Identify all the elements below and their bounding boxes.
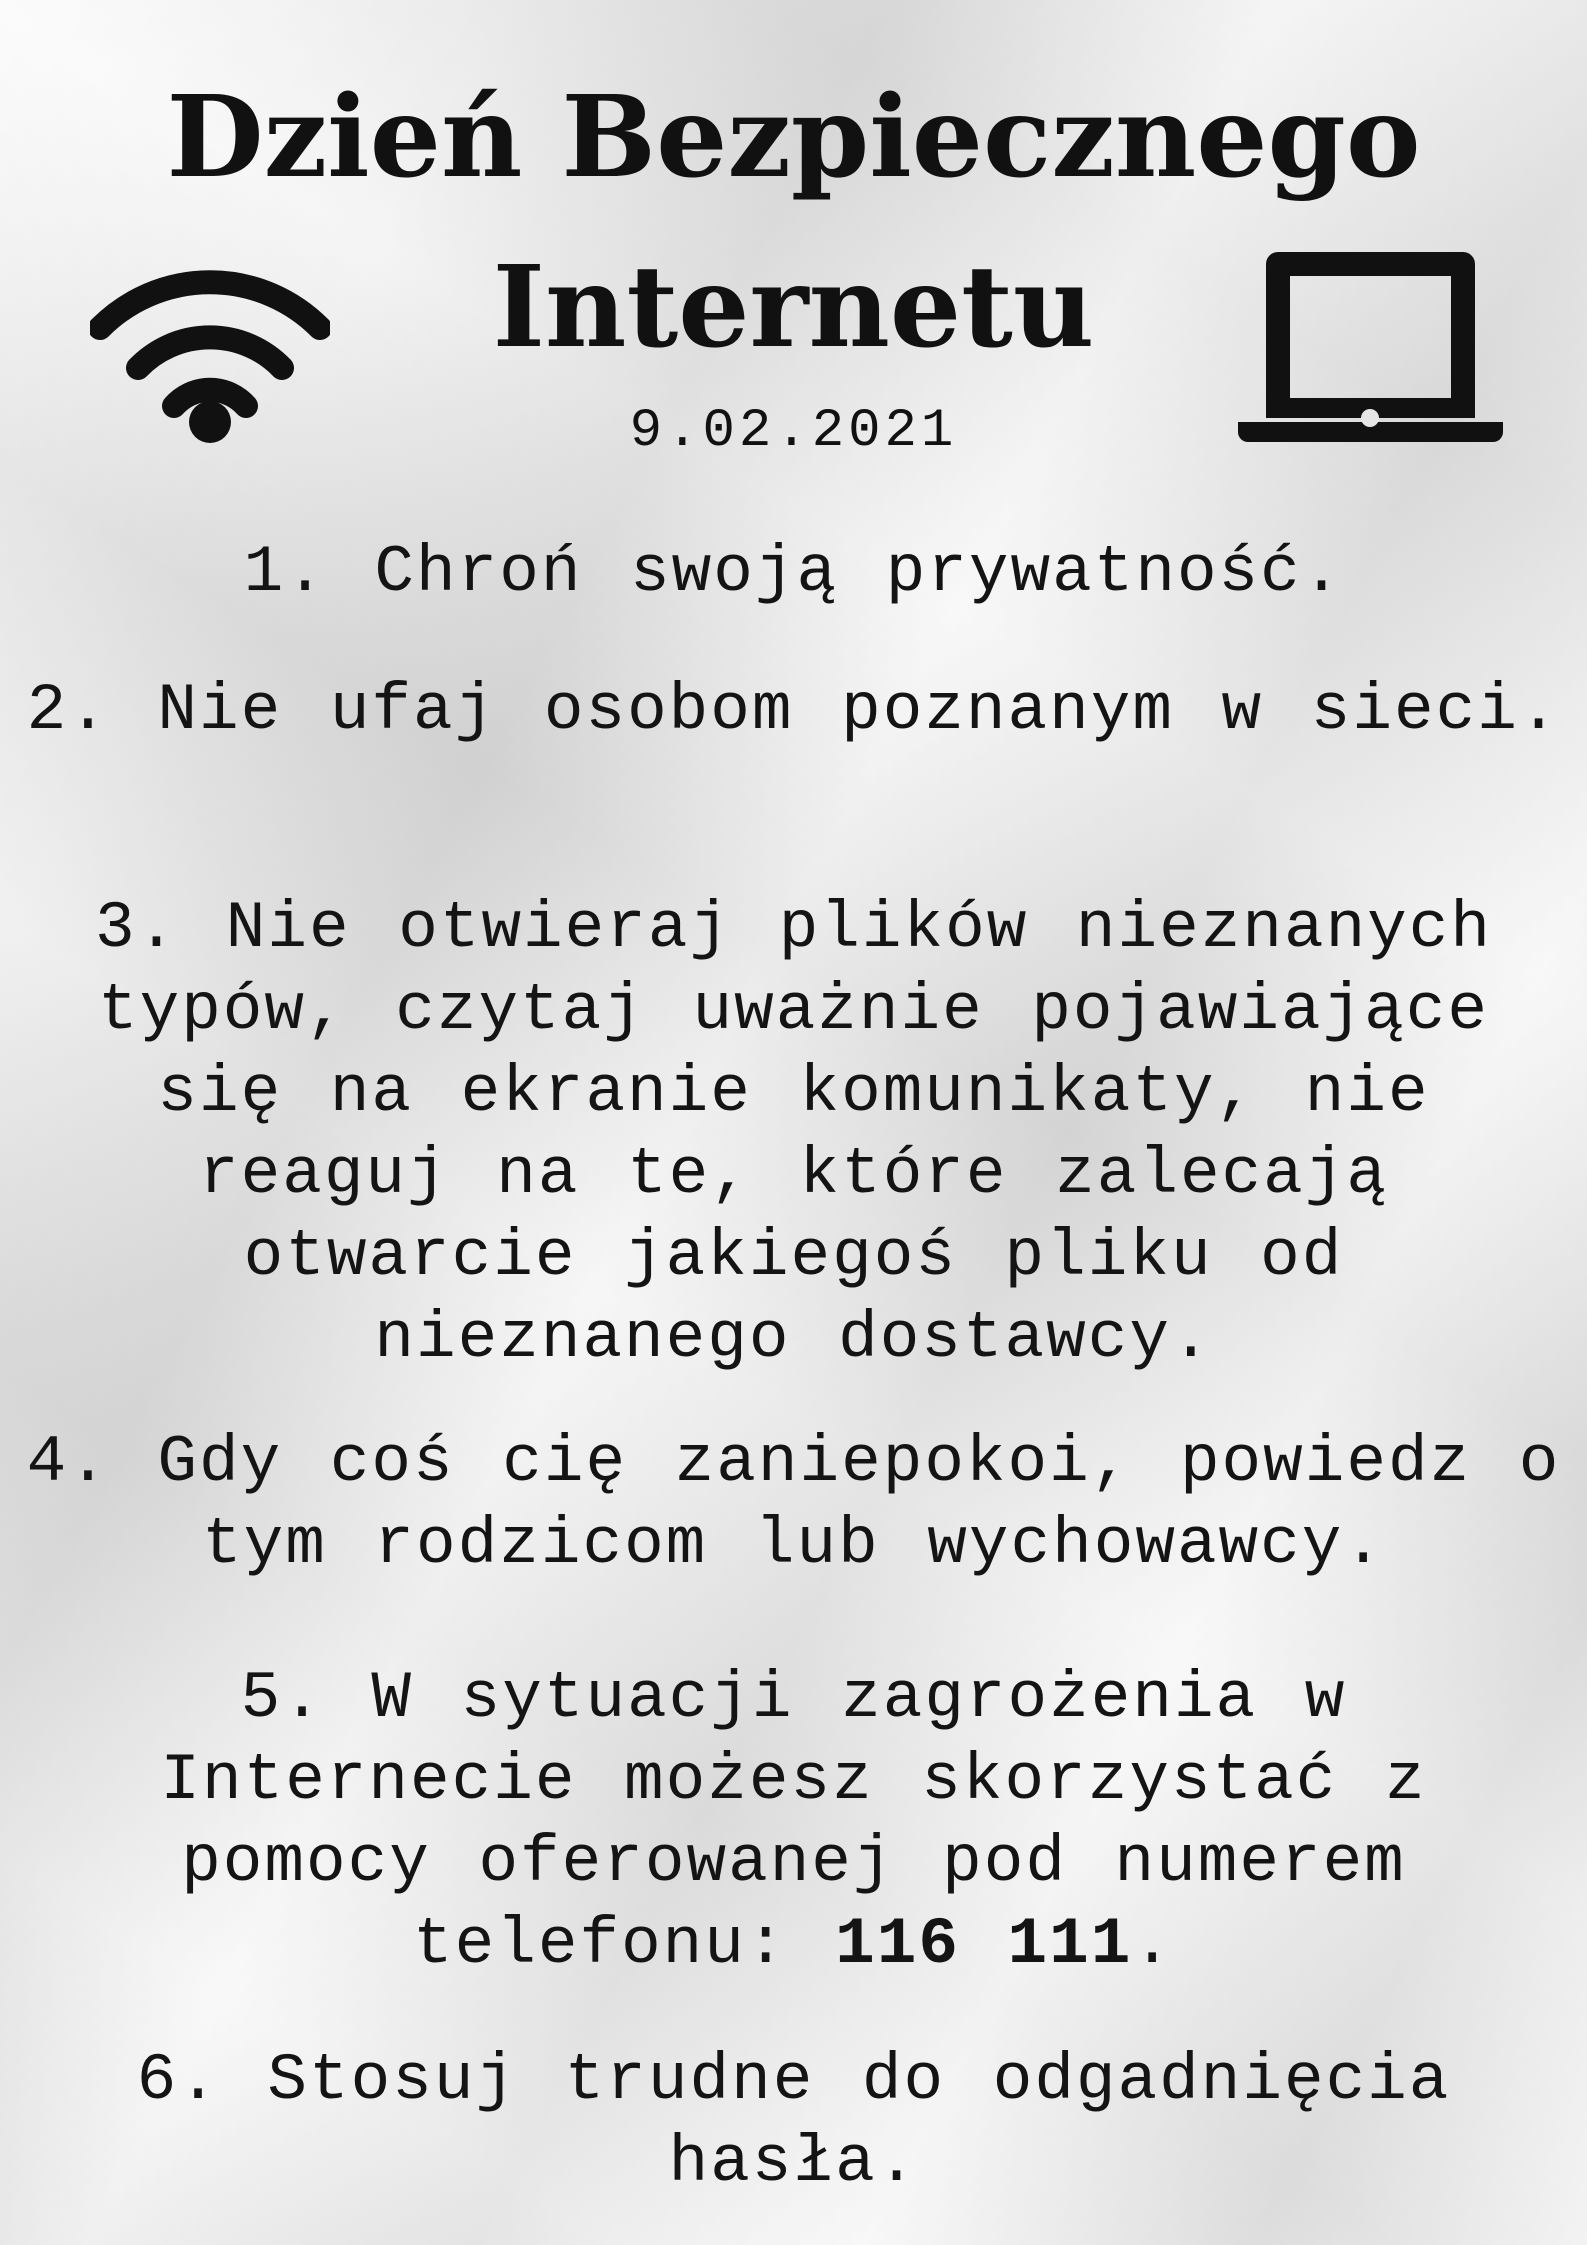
rule-5 — [20, 1658, 1567, 1986]
title-line-2: Internetu — [492, 242, 1095, 373]
wifi-icon — [90, 250, 330, 450]
rule-1: 1. Chroń swoją prywatność. — [243, 535, 1344, 610]
rule-5-end: . — [1132, 1907, 1174, 1982]
helpline-number: 116 111 — [835, 1907, 1133, 1982]
rule-5-text: 5. W sytuacji zagrożenia w Internecie możesz skorzystać z pomocy oferowanej pod numerem telefonu: — [160, 1661, 1427, 1982]
rule-3: 3. Nie otwieraj plików nieznanych typów, czytaj uważnie pojawiające się na ekranie komunikaty, nie reaguj na te, które zalecają otwarcie jakiegoś pliku od nieznanego dostawcy. — [94, 891, 1492, 1376]
event-date: 9.02.2021 — [629, 401, 958, 462]
title-line-1: Dzień Bezpiecznego — [166, 72, 1421, 203]
rule-4: 4. Gdy coś cię zaniepokoi, powiedz o tym rodzicom lub wychowawcy. — [26, 1425, 1561, 1582]
rule-2: 2. Nie ufaj osobom poznanym w sieci. — [26, 673, 1561, 748]
rule-6: 6. Stosuj trudne do odgadnięcia hasła. — [136, 2043, 1451, 2200]
laptop-icon — [1238, 252, 1503, 444]
